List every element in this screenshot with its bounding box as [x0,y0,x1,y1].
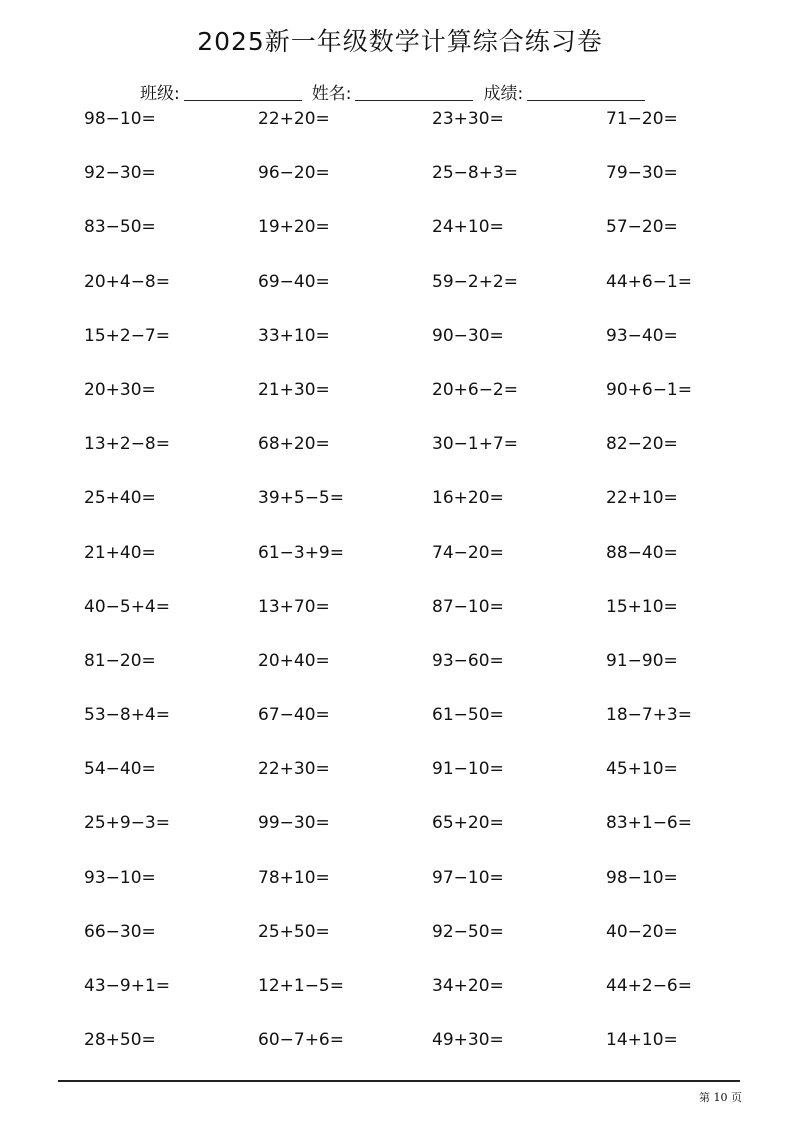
math-problem: 40−20= [606,921,678,942]
problem-grid [84,105,784,1080]
math-problem: 22+30= [258,759,330,780]
math-problem: 19+20= [258,217,330,238]
name-field [312,79,474,104]
math-problem: 21+30= [258,379,330,400]
math-problem: 81−20= [84,650,156,671]
math-problem: 12+1−5= [258,976,344,996]
math-problem: 13+2−8= [84,434,170,455]
math-problem: 69−40= [258,271,330,292]
math-problem: 83+1−6= [606,813,692,834]
math-problem: 43−9+1= [84,976,170,996]
math-problem: 25+50= [258,921,330,942]
math-problem: 88−40= [606,542,678,563]
math-problem: 74−20= [432,542,504,563]
math-problem: 45+10= [606,759,678,780]
math-problem: 16+20= [432,488,504,509]
math-problem: 97−10= [432,867,504,888]
math-problem: 61−50= [432,705,504,726]
math-problem: 25−8+3= [432,163,518,184]
math-problem: 91−10= [432,759,504,780]
math-problem: 14+10= [606,1030,678,1051]
math-problem: 90+6−1= [606,379,692,400]
math-problem: 92−50= [432,921,504,942]
score-blank-line [527,100,645,101]
math-problem: 21+40= [84,542,156,563]
page-number: 第 10 页 [699,1091,742,1104]
math-problem: 40−5+4= [84,596,170,617]
math-problem: 24+10= [432,217,504,238]
math-problem: 20+30= [84,379,156,400]
math-problem: 92−30= [84,163,156,184]
math-problem: 82−20= [606,434,678,455]
worksheet-title: 2025新一年级数学计算综合练习卷 [197,27,603,56]
math-problem: 25+9−3= [84,813,170,834]
math-problem: 22+10= [606,488,678,509]
math-problem: 20+40= [258,650,330,671]
math-problem: 93−60= [432,650,504,671]
math-problem: 30−1+7= [432,434,518,455]
math-problem: 96−20= [258,163,330,184]
math-problem: 79−30= [606,163,678,184]
score-field [483,79,645,104]
math-problem: 44+6−1= [606,271,692,292]
math-problem: 68+20= [258,434,330,455]
math-problem: 99−30= [258,813,330,834]
math-problem: 98−10= [84,109,156,129]
math-problem: 98−10= [606,867,678,888]
math-problem: 44+2−6= [606,976,692,996]
math-problem: 59−2+2= [432,271,518,292]
class-field [140,79,302,104]
math-problem: 78+10= [258,867,330,888]
math-problem: 28+50= [84,1030,156,1051]
math-problem: 39+5−5= [258,488,344,509]
math-problem: 93−40= [606,325,678,346]
math-problem: 34+20= [432,976,504,996]
math-problem: 18−7+3= [606,705,692,726]
name-label: 姓名: [311,84,352,104]
math-problem: 57−20= [606,217,678,238]
math-problem: 54−40= [84,759,156,780]
footer-divider [58,1080,740,1082]
math-problem: 60−7+6= [258,1030,344,1051]
math-problem: 61−3+9= [258,542,344,563]
math-problem: 87−10= [432,596,504,617]
math-problem: 23+30= [432,109,504,129]
math-problem: 65+20= [432,813,504,834]
student-info-row [140,78,700,104]
math-problem: 25+40= [84,488,156,509]
math-problem: 33+10= [258,325,330,346]
math-problem: 83−50= [84,217,156,238]
class-blank-line [184,100,302,101]
math-problem: 15+10= [606,596,678,617]
math-problem: 93−10= [84,867,156,888]
math-problem: 20+6−2= [432,379,518,400]
math-problem: 67−40= [258,705,330,726]
math-problem: 71−20= [606,109,678,129]
math-problem: 20+4−8= [84,271,170,292]
math-problem: 49+30= [432,1030,504,1051]
math-problem: 91−90= [606,650,678,671]
name-blank-line [355,100,473,101]
math-problem: 53−8+4= [84,705,170,726]
math-problem: 22+20= [258,109,330,129]
math-problem: 13+70= [258,596,330,617]
class-label: 班级: [140,84,180,104]
math-problem: 15+2−7= [84,325,170,346]
score-label: 成绩: [483,84,524,104]
math-problem: 66−30= [84,921,156,942]
math-problem: 90−30= [432,325,504,346]
